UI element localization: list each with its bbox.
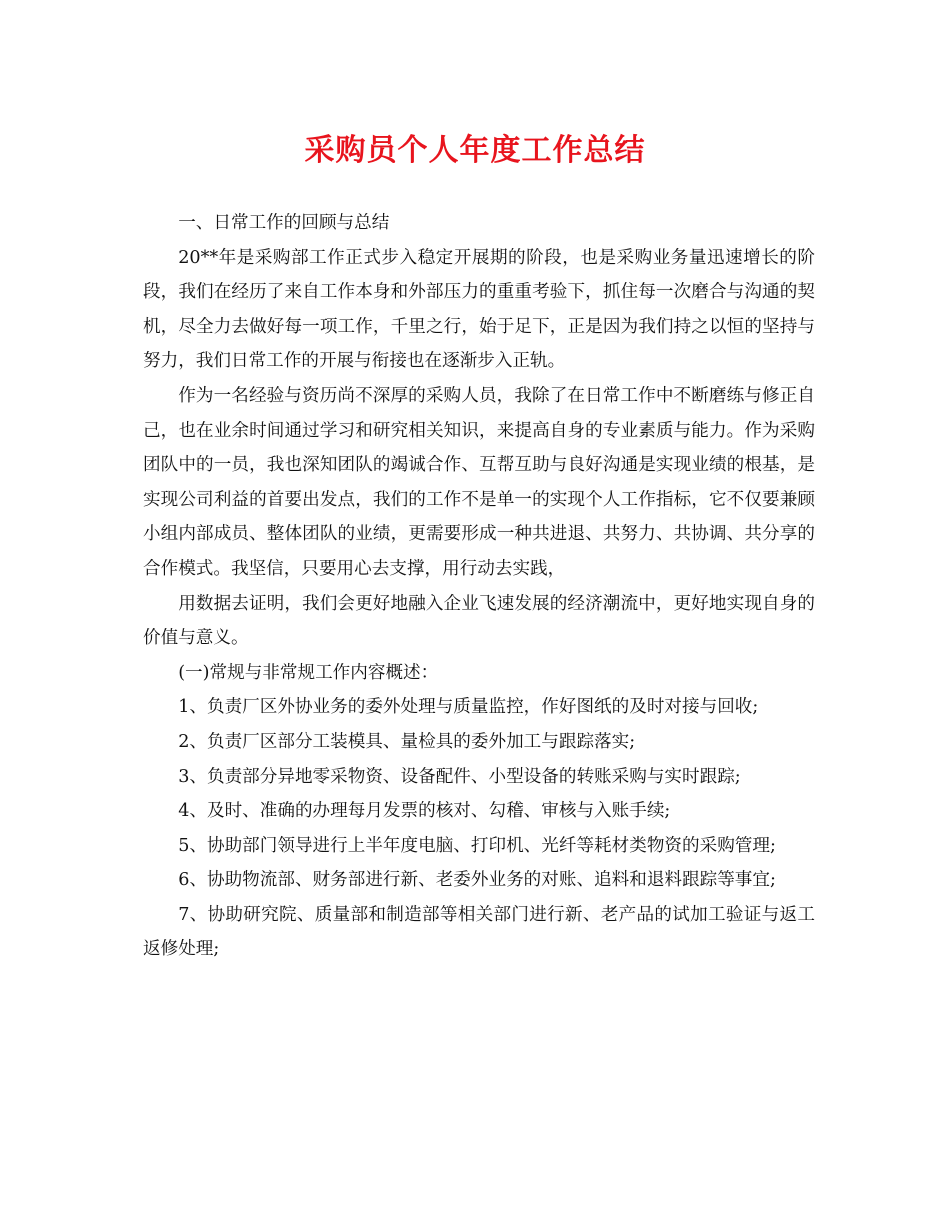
subsection-heading-work-content: (一)常规与非常规工作内容概述： — [178, 662, 439, 683]
list-item: 5、协助部门领导进行上半年度电脑、打印机、光纤等耗材类物资的采购管理; — [178, 835, 776, 856]
list-item: 6、协助物流部、财务部进行新、老委外业务的对账、追料和退料跟踪等事宜; — [178, 870, 776, 891]
paragraph-year-overview: 20**年是采购部工作正式步入稳定开展期的阶段，也是采购业务量迅速增长的阶段，我们在经历了来自工作本身和外部压力的重重考验下，抓住每一次磨合与沟通的契机，尽全力去做好每一项工作，千里之行，始于足下，正是因为我们持之以恒的坚持与努力，我们日常工作的开展与衔接也在逐渐步入正轨。 — [143, 247, 815, 372]
paragraph-personal-growth: 作为一名经验与资历尚不深厚的采购人员，我除了在日常工作中不断磨练与修正自己，也在业余时间通过学习和研究相关知识，来提高自身的专业素质与能力。作为采购团队中的一员，我也深知团队的竭诚合作、互帮互助与良好沟通是实现业绩的根基，是实现公司利益的首要出发点，我们的工作不是单一的实现个人工作指标，它不仅要兼顾小组内部成员、整体团队的业绩，更需要形成一种共进退、共努力、共协调、共分享的合作模式。我坚信，只要用心去支撑，用行动去实践， — [143, 385, 815, 579]
document-body — [143, 206, 815, 967]
section-heading-daily-work: 一、日常工作的回顾与总结 — [178, 213, 390, 233]
list-item: 7、协助研究院、质量部和制造部等相关部门进行新、老产品的试加工验证与返工返修处理; — [143, 904, 815, 960]
list-item: 2、负责厂区部分工装模具、量检具的委外加工与跟踪落实; — [178, 731, 636, 752]
list-item: 1、负责厂区外协业务的委外处理与质量监控，作好图纸的及时对接与回收; — [178, 697, 759, 718]
document-title: 采购员个人年度工作总结 — [304, 133, 646, 168]
list-item: 3、负责部分异地零采物资、设备配件、小型设备的转账采购与实时跟踪; — [178, 766, 741, 787]
paragraph-data-proof: 用数据去证明，我们会更好地融入企业飞速发展的经济潮流中，更好地实现自身的价值与意义。 — [143, 593, 815, 649]
list-item: 4、及时、准确的办理每月发票的核对、勾稽、审核与入账手续; — [178, 801, 671, 822]
